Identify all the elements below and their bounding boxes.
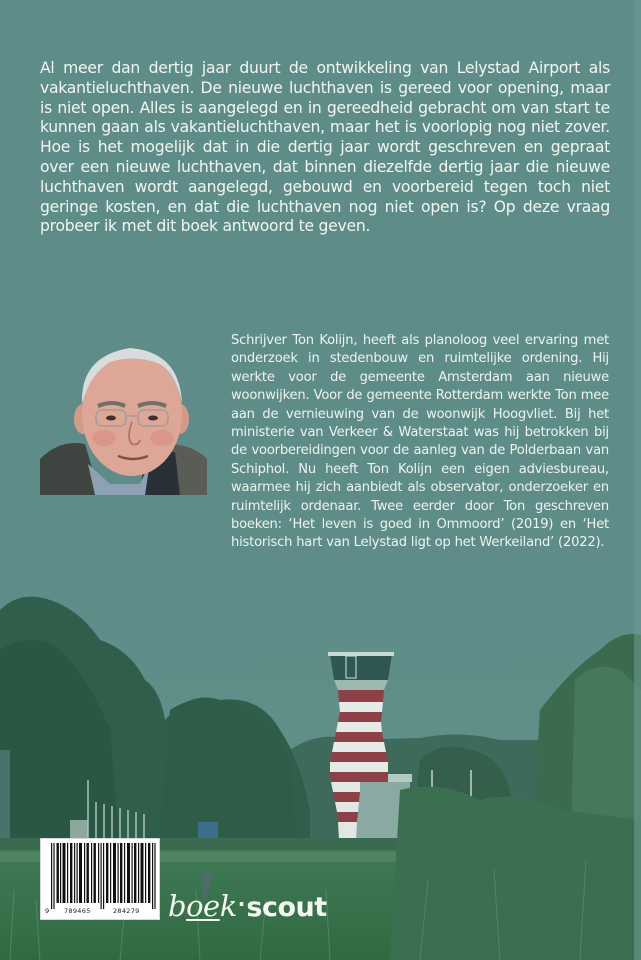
logo-scout: scout [246, 892, 327, 923]
author-bio: Schrijver Ton Kolijn, heeft als planoloog veel ervaring met onderzoek in stedenbouw en ruimtelijke ordening. Hij werkte voor de gemeente Amsterdam aan nieuwe woonwijken. Voor de gemeente Rotterdam werkte Ton mee aan de vernieuwing van de woonwijk Hoogvliet. Bij het ministerie van Verkeer & Waterstaat was hij betrokken bij de voorbereidingen voor de aanleg van de Polderbaan van Schiphol. Nu heeft Ton Kolijn een eigen adviesbureau, waarmee hij zich aanbiedt als observator, onderzoeker en ruimtelijk ordenaar. Twee eerder door Ton geschreven boeken: ‘Het leven is goed in Ommoord’ (2019) en ‘Het historisch hart van Lelystad ligt op het Werkeiland’ (2022). [231, 333, 609, 551]
isbn-left-group: 789465 [64, 907, 91, 915]
isbn-digits [45, 907, 157, 917]
isbn-right-group: 284279 [113, 907, 140, 915]
isbn-barcode [40, 838, 160, 920]
author-photo [40, 334, 207, 495]
barcode-bars-icon [51, 843, 157, 909]
spine-edge [634, 0, 641, 960]
book-blurb: Al meer dan dertig jaar duurt de ontwikkeling van Lelystad Airport als vakantieluchthaven. De nieuwe luchthaven is gereed voor opening, maar is niet open. Alles is aangelegd en in gereedheid gebracht om van start te kunnen gaan als vakantieluchthaven, maar het is voorlopig nog niet zover. Hoe is het mogelijk dat in die dertig jaar wordt geschreven en gepraat over een nieuwe luchthaven, dat binnen diezelfde dertig jaar die nieuwe luchthaven wordt aangelegd, gebouwd en voorbereid tegen toch niet geringe kosten, en dat die luchthaven nog niet open is? Op deze vraag probeer ik met dit boek antwoord te geven. [40, 59, 610, 236]
logo-boek: boek [168, 889, 237, 923]
publisher-logo [168, 888, 327, 924]
logo-separator: · [237, 892, 246, 916]
isbn-first-digit: 9 [45, 907, 50, 915]
